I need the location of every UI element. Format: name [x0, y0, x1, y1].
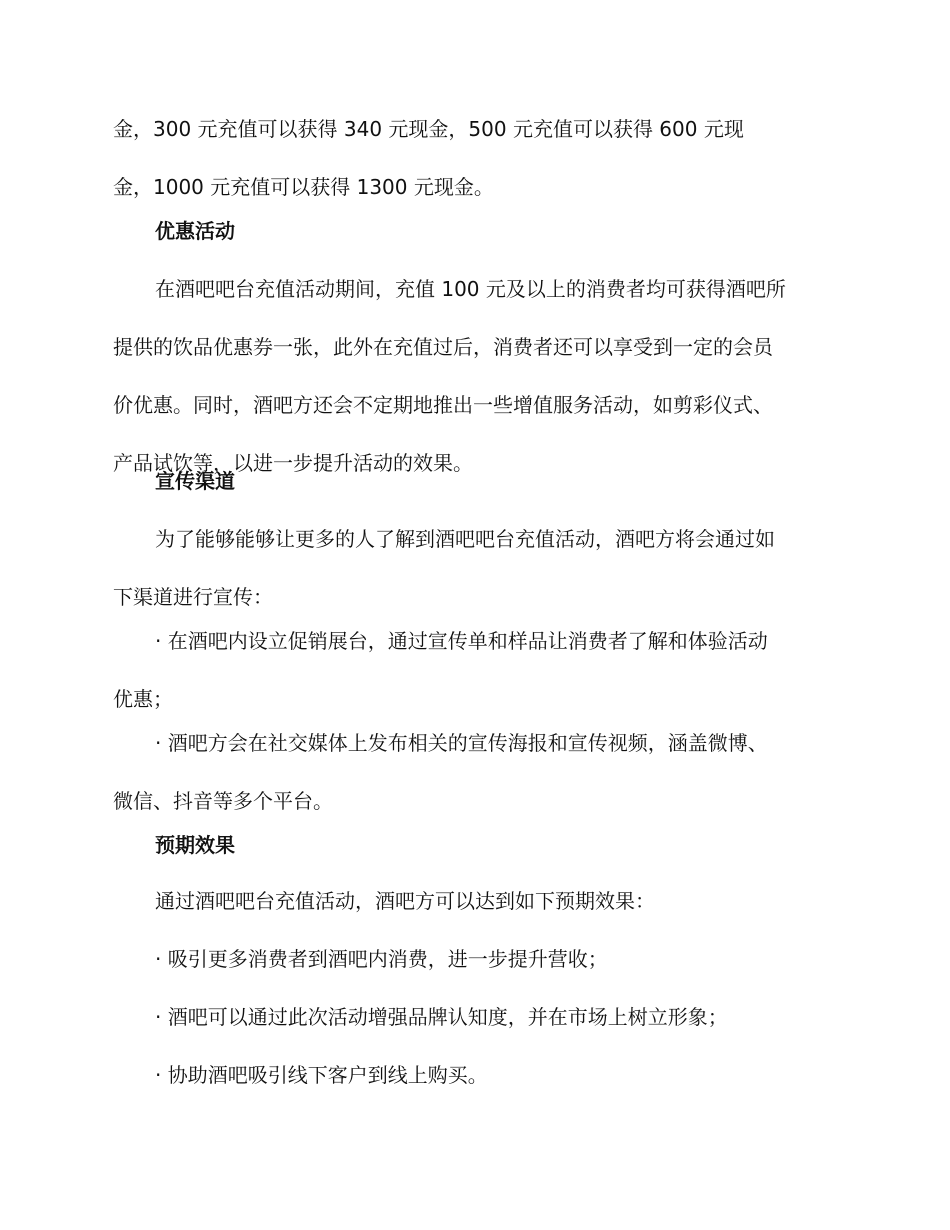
effects-bullet-3 — [113, 1046, 843, 1104]
list-item: · 酒吧方会在社交媒体上发布相关的宣传海报和宣传视频，涵盖微博、 — [155, 731, 768, 755]
effects-bullet-1 — [113, 930, 843, 988]
channels-section — [113, 452, 843, 510]
list-item: · 在酒吧内设立促销展台，通过宣传单和样品让消费者了解和体验活动 — [155, 629, 768, 653]
section-heading-promo: 优惠活动 — [155, 219, 235, 243]
channels-bullet-2 — [113, 714, 843, 830]
paragraph-line: 价优惠。同时，酒吧方还会不定期地推出一些增值服务活动，如剪彩仪式、 — [113, 393, 773, 417]
paragraph-line: 为了能够能够让更多的人了解到酒吧吧台充值活动，酒吧方将会通过如 — [155, 527, 775, 551]
channels-bullet-1 — [113, 612, 843, 728]
list-item: · 协助酒吧吸引线下客户到线上购买。 — [155, 1063, 488, 1087]
promo-section — [113, 202, 843, 260]
effects-bullet-2 — [113, 988, 843, 1046]
paragraph-line: 产品试饮等，以进一步提升活动的效果。 — [113, 451, 473, 475]
paragraph-line: 提供的饮品优惠券一张，此外在充值过后，消费者还可以享受到一定的会员 — [113, 335, 773, 359]
paragraph-line: 在酒吧吧台充值活动期间，充值 100 元及以上的消费者均可获得酒吧所 — [155, 277, 786, 301]
list-item-continuation: 优惠； — [113, 687, 173, 711]
list-item: · 吸引更多消费者到酒吧内消费，进一步提升营收； — [155, 947, 608, 971]
paragraph-line: 下渠道进行宣传： — [113, 585, 273, 609]
paragraph-line: 通过酒吧吧台充值活动，酒吧方可以达到如下预期效果： — [155, 889, 655, 913]
list-item: · 酒吧可以通过此次活动增强品牌认知度，并在市场上树立形象； — [155, 1005, 728, 1029]
intro-paragraph — [113, 100, 843, 216]
section-heading-effects: 预期效果 — [155, 833, 235, 857]
effects-intro — [113, 872, 843, 930]
channels-intro-paragraph — [113, 510, 843, 626]
list-item-continuation: 微信、抖音等多个平台。 — [113, 789, 333, 813]
paragraph-line: 金，300 元充值可以获得 340 元现金，500 元充值可以获得 600 元现 — [113, 117, 744, 141]
effects-section — [113, 816, 843, 874]
section-heading-channels: 宣传渠道 — [155, 469, 235, 493]
paragraph-line: 金，1000 元充值可以获得 1300 元现金。 — [113, 175, 494, 199]
